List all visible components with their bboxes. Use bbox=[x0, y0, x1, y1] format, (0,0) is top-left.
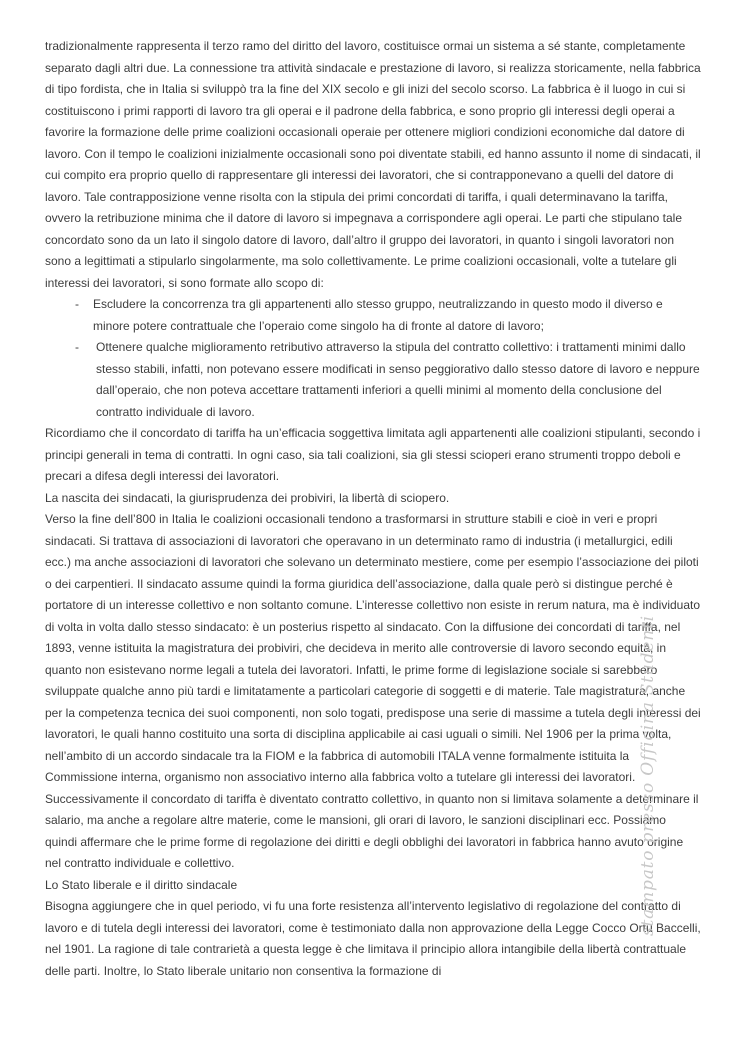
section-heading-stato-liberale: Lo Stato liberale e il diritto sindacale bbox=[45, 877, 238, 892]
document-body bbox=[45, 36, 701, 982]
paragraph-nascita-sindacati: Verso la fine dell’800 in Italia le coalizioni occasionali tendono a trasformarsi in strutture stabili e cioè in veri e propri sindacati. Si trattava di associazioni di lavoratori che operavano in un determinato ramo di industria (i metallurgici, edili ecc.) ma anche associazioni di lavoratori che solevano un determinato mestiere, come per esempio l’associazione dei piloti o dei carpentieri. Il sindacato assume quindi la forma giuridica dell’associazione, dalla quale però si distingue perché è portatore di un interesse collettivo e non soltanto comune. L’interesse collettivo non esiste in rerum natura, ma è individuato di volta in volta dallo stesso sindacato: è un posterius rispetto al sindacato. Con la diffusione dei concordati di tariffa, nel 1893, venne istituita la magistratura dei probiviri, che decideva in merito alle controversie di lavoro secondo equità, in quanto non esistevano norme legali a tutela dei lavoratori. Infatti, le prime forme di legislazione sociale si sarebbero sviluppate qualche anno più tardi e limitatamente a particolari categorie di soggetti e di materie. Tale magistratura, anche per la competenza tecnica dei suoi componenti, non solo togati, predispose una serie di massime a tutela degli interessi dei lavoratori, le quali hanno costituito una sorta di disciplina applicabile ai casi uguali o simili. Nel 1906 per la prima volta, nell’ambito di un accordo sindacale tra la FIOM e la fabbrica di automobili ITALA venne formalmente istituita la Commissione interna, organismo non associativo interno alla fabbrica volto a tutelare gli interessi dei lavoratori. Successivamente il concordato di tariffa è diventato contratto collettivo, in quanto non si limitava solamente a determinare il salario, ma anche a regolare altre materie, come le mansioni, gli orari di lavoro, le sanzioni disciplinari ecc. Possiamo quindi affermare che le prime forme di regolazione dei diritti e degli obblighi dei lavoratori in fabbrica hanno avuto origine nel contratto individuale e collettivo. bbox=[45, 512, 701, 870]
watermark-text: stampato presso Officina Studenti bbox=[638, 615, 658, 936]
bullet-item bbox=[45, 294, 701, 337]
paragraph-intro: tradizionalmente rappresenta il terzo ramo del diritto del lavoro, costituisce ormai un sistema a sé stante, completamente separato dagli altri due. La connessione tra attività sindacale e prestazione di lavoro, si realizza storicamente, nella fabbrica di tipo fordista, che in Italia si sviluppò tra la fine del XIX secolo e gli inizi del secolo scorso. La fabbrica è il luogo in cui si costituiscono i primi rapporti di lavoro tra gli operai e il padrone della fabbrica, e sono proprio gli interessi degli operai a favorire la formazione delle prime coalizioni occasionali operaie per ottenere migliori condizioni economiche dal datore di lavoro. Con il tempo le coalizioni inizialmente occasionali sono poi diventate stabili, ed hanno assunto il nome di sindacati, il cui compito era proprio quello di rappresentare gli interessi dei lavoratori, che si contrapponevano a quelli del datore di lavoro. Tale contrapposizione venne risolta con la stipula dei primi concordati di tariffa, i quali determinavano la tariffa, ovvero la retribuzione minima che il datore di lavoro si impegnava a corrispondere agli operai. Le parti che stipulano tale concordato sono da un lato il singolo datore di lavoro, dall’altro il gruppo dei lavoratori, in quanto i singoli lavoratori non sono a legittimati a stipularlo singolarmente, ma solo collettivamente. Le prime coalizioni occasionali, volte a tutelare gli interessi dei lavoratori, si sono formate allo scopo di: bbox=[45, 39, 701, 290]
paragraph-concordato-tariffa: Ricordiamo che il concordato di tariffa ha un’efficacia soggettiva limitata agli appartenenti alle coalizioni stipulanti, secondo i principi generali in tema di contratti. In ogni caso, sia tali coalizioni, sia gli stessi scioperi erano strumenti troppo deboli e precari a difesa degli interessi dei lavoratori. bbox=[45, 426, 701, 483]
bullet-item bbox=[45, 337, 701, 423]
bullet-marker: - bbox=[75, 297, 79, 311]
paragraph-stato-liberale: Bisogna aggiungere che in quel periodo, vi fu una forte resistenza all’intervento legislativo di regolazione del contratto di lavoro e di tutela degli interessi dei lavoratori, come è testimoniato dalla non approvazione della Legge Cocco Ortu Baccelli, nel 1901. La ragione di tale contrarietà a questa legge è che limitava il principio allora intangibile della libertà contrattuale delle parti. Inoltre, lo Stato liberale unitario non consentiva la formazione di bbox=[45, 899, 701, 978]
bullet-text: Ottenere qualche miglioramento retributivo attraverso la stipula del contratto collettivo: i trattamenti minimi dallo stesso stabili, infatti, non potevano essere modificati in senso peggiorativo dallo stesso datore di lavoro e neppure dall’operaio, che non poteva accettare trattamenti inferiori a quelli minimi al momento della conclusione del contratto individuale di lavoro. bbox=[96, 340, 700, 419]
bullet-text: Escludere la concorrenza tra gli appartenenti allo stesso gruppo, neutralizzando in questo modo il diverso e minore potere contrattuale che l’operaio come singolo ha di fronte al datore di lavoro; bbox=[93, 297, 663, 333]
section-heading-nascita-sindacati: La nascita dei sindacati, la giurisprudenza dei probiviri, la libertà di sciopero. bbox=[45, 490, 450, 505]
bullet-marker: - bbox=[75, 340, 79, 354]
